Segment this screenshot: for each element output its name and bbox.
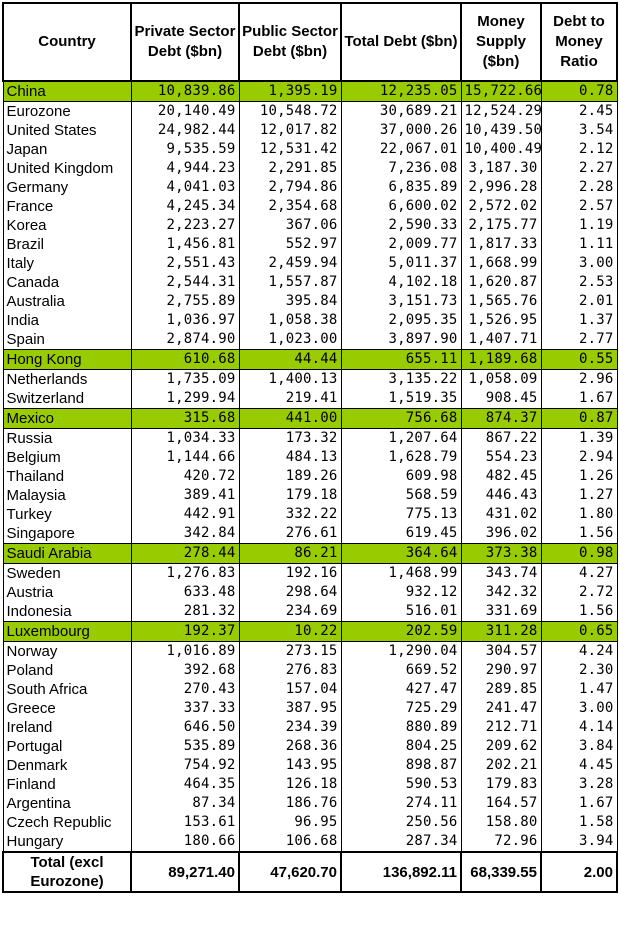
debt-table [2,2,618,893]
cell-country: China [3,81,131,102]
cell-debt-money-ratio: 1.56 [541,524,617,544]
cell-money-supply: 431.02 [461,505,541,524]
cell-public-debt: 1,023.00 [239,330,341,350]
table-row [3,81,617,102]
cell-public-debt: 367.06 [239,216,341,235]
cell-public-debt: 12,017.82 [239,121,341,140]
cell-total-debt: 6,600.02 [341,197,461,216]
cell-public-debt: 268.36 [239,737,341,756]
cell-total-debt: 202.59 [341,622,461,642]
cell-private-debt: 2,544.31 [131,273,239,292]
cell-debt-money-ratio: 2.57 [541,197,617,216]
cell-debt-money-ratio: 0.65 [541,622,617,642]
table-row [3,409,617,429]
cell-private-debt: 87.34 [131,794,239,813]
table-row [3,311,617,330]
cell-money-supply: 2,175.77 [461,216,541,235]
cell-money-supply: 874.37 [461,409,541,429]
cell-private-debt: 270.43 [131,680,239,699]
cell-country: Hong Kong [3,350,131,370]
header-private-debt: Private Sector Debt ($bn) [131,3,239,81]
table-row [3,602,617,622]
cell-public-debt: 395.84 [239,292,341,311]
cell-country: Spain [3,330,131,350]
cell-debt-money-ratio: 1.39 [541,429,617,449]
cell-private-debt: 278.44 [131,544,239,564]
table-row [3,140,617,159]
cell-money-supply: 1,407.71 [461,330,541,350]
cell-money-supply: 554.23 [461,448,541,467]
cell-public-debt: 234.39 [239,718,341,737]
cell-public-debt: 192.16 [239,564,341,584]
cell-private-debt: 20,140.49 [131,102,239,122]
cell-debt-money-ratio: 2.96 [541,370,617,390]
cell-public-debt: 552.97 [239,235,341,254]
cell-debt-money-ratio: 1.80 [541,505,617,524]
cell-total-debt: 725.29 [341,699,461,718]
cell-total-debt: 3,151.73 [341,292,461,311]
cell-money-supply: 212.71 [461,718,541,737]
cell-country: Russia [3,429,131,449]
cell-total-debt: 22,067.01 [341,140,461,159]
cell-total-debt: 516.01 [341,602,461,622]
cell-debt-money-ratio: 2.30 [541,661,617,680]
cell-public-debt: 234.69 [239,602,341,622]
table-row [3,235,617,254]
cell-debt-money-ratio: 3.94 [541,832,617,852]
cell-money-supply: 1,526.95 [461,311,541,330]
table-row [3,159,617,178]
cell-country: Turkey [3,505,131,524]
cell-total-debt: 3,897.90 [341,330,461,350]
cell-debt-money-ratio: 2.28 [541,178,617,197]
cell-total-debt: 2,095.35 [341,311,461,330]
table-row [3,756,617,775]
cell-total-debt: 1,628.79 [341,448,461,467]
cell-private-debt: 315.68 [131,409,239,429]
table-row [3,486,617,505]
cell-public-debt: 10,548.72 [239,102,341,122]
cell-private-debt: 192.37 [131,622,239,642]
cell-private-debt: 535.89 [131,737,239,756]
cell-country: Mexico [3,409,131,429]
table-row [3,699,617,718]
cell-money-supply: 12,524.29 [461,102,541,122]
total-label: Total (excl Eurozone) [3,852,131,892]
cell-debt-money-ratio: 4.45 [541,756,617,775]
table-row [3,505,617,524]
cell-debt-money-ratio: 4.14 [541,718,617,737]
cell-public-debt: 332.22 [239,505,341,524]
cell-private-debt: 2,223.27 [131,216,239,235]
cell-public-debt: 441.00 [239,409,341,429]
cell-total-debt: 427.47 [341,680,461,699]
cell-private-debt: 1,456.81 [131,235,239,254]
cell-total-debt: 12,235.05 [341,81,461,102]
cell-private-debt: 1,016.89 [131,642,239,662]
table-row [3,718,617,737]
cell-total-debt: 756.68 [341,409,461,429]
cell-public-debt: 1,400.13 [239,370,341,390]
cell-public-debt: 143.95 [239,756,341,775]
cell-country: Thailand [3,467,131,486]
cell-public-debt: 44.44 [239,350,341,370]
cell-country: Sweden [3,564,131,584]
cell-private-debt: 1,036.97 [131,311,239,330]
cell-public-debt: 276.61 [239,524,341,544]
cell-total-debt: 1,468.99 [341,564,461,584]
table-row [3,389,617,409]
cell-total-debt: 4,102.18 [341,273,461,292]
cell-total-debt: 898.87 [341,756,461,775]
cell-money-supply: 158.80 [461,813,541,832]
cell-total-debt: 655.11 [341,350,461,370]
cell-country: Australia [3,292,131,311]
cell-total-debt: 5,011.37 [341,254,461,273]
cell-debt-money-ratio: 1.11 [541,235,617,254]
cell-country: Netherlands [3,370,131,390]
cell-debt-money-ratio: 1.19 [541,216,617,235]
table-row [3,448,617,467]
cell-private-debt: 24,982.44 [131,121,239,140]
table-row [3,794,617,813]
cell-money-supply: 304.57 [461,642,541,662]
cell-country: Canada [3,273,131,292]
cell-public-debt: 186.76 [239,794,341,813]
cell-public-debt: 298.64 [239,583,341,602]
cell-total-debt: 1,290.04 [341,642,461,662]
cell-private-debt: 1,034.33 [131,429,239,449]
cell-money-supply: 202.21 [461,756,541,775]
cell-total-debt: 609.98 [341,467,461,486]
cell-private-debt: 281.32 [131,602,239,622]
cell-private-debt: 1,276.83 [131,564,239,584]
table-row [3,544,617,564]
cell-total-debt: 3,135.22 [341,370,461,390]
cell-money-supply: 342.32 [461,583,541,602]
cell-public-debt: 484.13 [239,448,341,467]
cell-total-debt: 932.12 [341,583,461,602]
cell-debt-money-ratio: 2.72 [541,583,617,602]
cell-money-supply: 396.02 [461,524,541,544]
cell-money-supply: 3,187.30 [461,159,541,178]
cell-total-debt: 274.11 [341,794,461,813]
cell-country: Eurozone [3,102,131,122]
total-ratio: 2.00 [541,852,617,892]
cell-debt-money-ratio: 2.45 [541,102,617,122]
cell-private-debt: 392.68 [131,661,239,680]
cell-private-debt: 4,245.34 [131,197,239,216]
cell-country: Greece [3,699,131,718]
cell-money-supply: 2,572.02 [461,197,541,216]
cell-debt-money-ratio: 3.00 [541,254,617,273]
cell-country: Austria [3,583,131,602]
cell-private-debt: 2,874.90 [131,330,239,350]
table-row [3,680,617,699]
cell-country: Hungary [3,832,131,852]
cell-money-supply: 290.97 [461,661,541,680]
cell-total-debt: 2,590.33 [341,216,461,235]
cell-total-debt: 7,236.08 [341,159,461,178]
cell-debt-money-ratio: 1.58 [541,813,617,832]
cell-money-supply: 1,817.33 [461,235,541,254]
cell-debt-money-ratio: 3.84 [541,737,617,756]
cell-country: Denmark [3,756,131,775]
cell-public-debt: 126.18 [239,775,341,794]
cell-country: Argentina [3,794,131,813]
cell-country: Brazil [3,235,131,254]
cell-private-debt: 633.48 [131,583,239,602]
cell-public-debt: 1,395.19 [239,81,341,102]
cell-money-supply: 1,565.76 [461,292,541,311]
cell-country: United States [3,121,131,140]
cell-country: Ireland [3,718,131,737]
cell-country: United Kingdom [3,159,131,178]
cell-public-debt: 10.22 [239,622,341,642]
table-row [3,622,617,642]
cell-private-debt: 4,041.03 [131,178,239,197]
cell-money-supply: 2,996.28 [461,178,541,197]
cell-private-debt: 610.68 [131,350,239,370]
cell-country: South Africa [3,680,131,699]
cell-country: Poland [3,661,131,680]
cell-public-debt: 2,291.85 [239,159,341,178]
cell-money-supply: 331.69 [461,602,541,622]
total-total: 136,892.11 [341,852,461,892]
header-country: Country [3,3,131,81]
cell-country: Czech Republic [3,813,131,832]
cell-debt-money-ratio: 4.27 [541,564,617,584]
cell-debt-money-ratio: 2.77 [541,330,617,350]
cell-private-debt: 754.92 [131,756,239,775]
cell-money-supply: 373.38 [461,544,541,564]
table-row [3,832,617,852]
cell-debt-money-ratio: 2.94 [541,448,617,467]
cell-money-supply: 311.28 [461,622,541,642]
table-row [3,350,617,370]
cell-debt-money-ratio: 3.28 [541,775,617,794]
cell-total-debt: 287.34 [341,832,461,852]
table-row [3,642,617,662]
cell-total-debt: 1,207.64 [341,429,461,449]
cell-total-debt: 1,519.35 [341,389,461,409]
cell-total-debt: 37,000.26 [341,121,461,140]
cell-country: Switzerland [3,389,131,409]
cell-public-debt: 2,354.68 [239,197,341,216]
cell-total-debt: 250.56 [341,813,461,832]
cell-private-debt: 4,944.23 [131,159,239,178]
table-row [3,273,617,292]
cell-money-supply: 15,722.66 [461,81,541,102]
cell-private-debt: 2,755.89 [131,292,239,311]
cell-public-debt: 12,531.42 [239,140,341,159]
cell-public-debt: 96.95 [239,813,341,832]
cell-public-debt: 86.21 [239,544,341,564]
cell-debt-money-ratio: 2.27 [541,159,617,178]
cell-total-debt: 804.25 [341,737,461,756]
cell-private-debt: 180.66 [131,832,239,852]
cell-public-debt: 219.41 [239,389,341,409]
cell-public-debt: 2,459.94 [239,254,341,273]
cell-private-debt: 342.84 [131,524,239,544]
table-row [3,370,617,390]
cell-public-debt: 173.32 [239,429,341,449]
cell-debt-money-ratio: 1.67 [541,389,617,409]
header-row [3,3,617,81]
cell-private-debt: 464.35 [131,775,239,794]
cell-debt-money-ratio: 1.47 [541,680,617,699]
table-row [3,661,617,680]
cell-country: Japan [3,140,131,159]
cell-public-debt: 1,557.87 [239,273,341,292]
cell-money-supply: 241.47 [461,699,541,718]
cell-public-debt: 179.18 [239,486,341,505]
cell-total-debt: 2,009.77 [341,235,461,254]
cell-money-supply: 1,189.68 [461,350,541,370]
cell-money-supply: 1,620.87 [461,273,541,292]
cell-public-debt: 1,058.38 [239,311,341,330]
cell-country: Korea [3,216,131,235]
table-row [3,429,617,449]
header-money-supply: Money Supply ($bn) [461,3,541,81]
cell-country: Germany [3,178,131,197]
cell-money-supply: 867.22 [461,429,541,449]
table-row [3,102,617,122]
total-row [3,852,617,892]
cell-debt-money-ratio: 1.37 [541,311,617,330]
cell-money-supply: 446.43 [461,486,541,505]
cell-total-debt: 6,835.89 [341,178,461,197]
cell-debt-money-ratio: 0.55 [541,350,617,370]
cell-private-debt: 646.50 [131,718,239,737]
cell-public-debt: 106.68 [239,832,341,852]
cell-public-debt: 276.83 [239,661,341,680]
cell-total-debt: 669.52 [341,661,461,680]
table-row [3,292,617,311]
table-row [3,524,617,544]
table-row [3,775,617,794]
cell-debt-money-ratio: 0.78 [541,81,617,102]
table-row [3,330,617,350]
cell-country: Luxembourg [3,622,131,642]
cell-total-debt: 880.89 [341,718,461,737]
cell-debt-money-ratio: 4.24 [541,642,617,662]
cell-private-debt: 1,299.94 [131,389,239,409]
cell-private-debt: 9,535.59 [131,140,239,159]
cell-money-supply: 1,058.09 [461,370,541,390]
cell-country: Belgium [3,448,131,467]
table-row [3,178,617,197]
cell-country: Portugal [3,737,131,756]
cell-country: Finland [3,775,131,794]
cell-total-debt: 619.45 [341,524,461,544]
cell-public-debt: 189.26 [239,467,341,486]
cell-private-debt: 2,551.43 [131,254,239,273]
cell-money-supply: 164.57 [461,794,541,813]
table-row [3,467,617,486]
cell-private-debt: 10,839.86 [131,81,239,102]
cell-debt-money-ratio: 2.12 [541,140,617,159]
table-row [3,121,617,140]
cell-debt-money-ratio: 2.53 [541,273,617,292]
header-public-debt: Public Sector Debt ($bn) [239,3,341,81]
cell-debt-money-ratio: 3.00 [541,699,617,718]
cell-private-debt: 1,144.66 [131,448,239,467]
total-money: 68,339.55 [461,852,541,892]
cell-total-debt: 590.53 [341,775,461,794]
cell-money-supply: 482.45 [461,467,541,486]
cell-debt-money-ratio: 1.67 [541,794,617,813]
cell-public-debt: 387.95 [239,699,341,718]
cell-money-supply: 10,400.49 [461,140,541,159]
cell-public-debt: 157.04 [239,680,341,699]
cell-private-debt: 420.72 [131,467,239,486]
cell-debt-money-ratio: 0.87 [541,409,617,429]
cell-country: Norway [3,642,131,662]
cell-country: Singapore [3,524,131,544]
table-row [3,197,617,216]
cell-public-debt: 273.15 [239,642,341,662]
cell-money-supply: 72.96 [461,832,541,852]
cell-country: Indonesia [3,602,131,622]
cell-country: India [3,311,131,330]
cell-public-debt: 2,794.86 [239,178,341,197]
cell-money-supply: 289.85 [461,680,541,699]
cell-private-debt: 442.91 [131,505,239,524]
cell-private-debt: 1,735.09 [131,370,239,390]
table-row [3,813,617,832]
table-row [3,564,617,584]
cell-debt-money-ratio: 0.98 [541,544,617,564]
cell-total-debt: 364.64 [341,544,461,564]
total-private: 89,271.40 [131,852,239,892]
cell-money-supply: 179.83 [461,775,541,794]
cell-private-debt: 389.41 [131,486,239,505]
total-public: 47,620.70 [239,852,341,892]
cell-total-debt: 568.59 [341,486,461,505]
cell-country: Malaysia [3,486,131,505]
cell-debt-money-ratio: 1.27 [541,486,617,505]
cell-money-supply: 908.45 [461,389,541,409]
table-row [3,737,617,756]
cell-private-debt: 337.33 [131,699,239,718]
cell-debt-money-ratio: 3.54 [541,121,617,140]
header-total-debt: Total Debt ($bn) [341,3,461,81]
cell-country: Italy [3,254,131,273]
cell-total-debt: 30,689.21 [341,102,461,122]
table-row [3,216,617,235]
cell-money-supply: 1,668.99 [461,254,541,273]
cell-debt-money-ratio: 1.26 [541,467,617,486]
cell-private-debt: 153.61 [131,813,239,832]
cell-money-supply: 10,439.50 [461,121,541,140]
cell-debt-money-ratio: 2.01 [541,292,617,311]
cell-country: Saudi Arabia [3,544,131,564]
cell-money-supply: 209.62 [461,737,541,756]
table-row [3,583,617,602]
table-row [3,254,617,273]
cell-total-debt: 775.13 [341,505,461,524]
cell-country: France [3,197,131,216]
cell-debt-money-ratio: 1.56 [541,602,617,622]
header-debt-money-ratio: Debt to Money Ratio [541,3,617,81]
table-body [3,81,617,852]
cell-money-supply: 343.74 [461,564,541,584]
